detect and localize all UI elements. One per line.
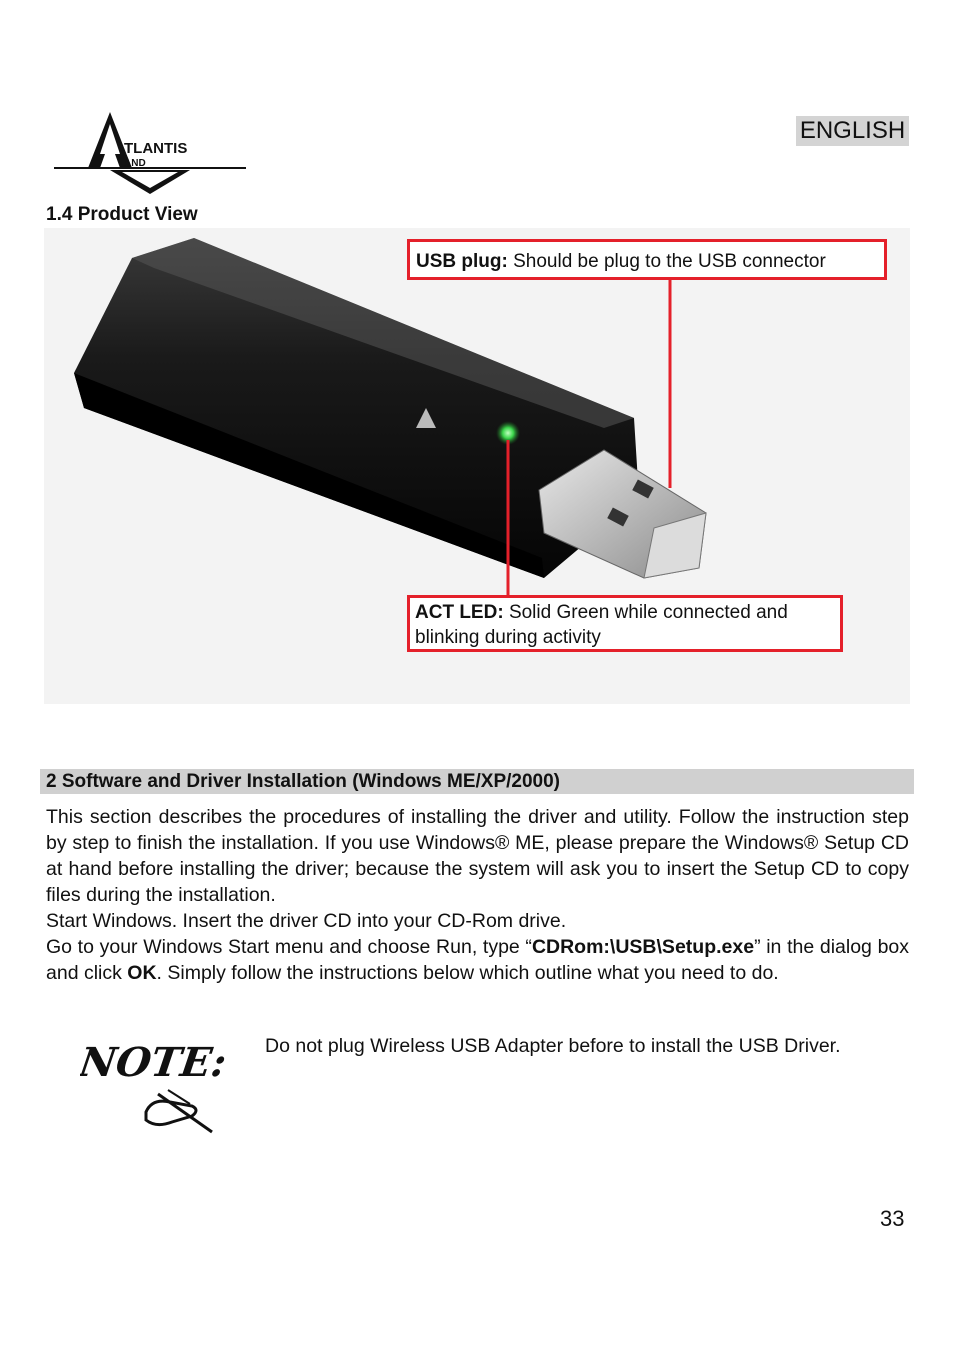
act-led-label: ACT LED: (415, 602, 504, 623)
atlantis-logo (50, 108, 250, 198)
act-led-description: Solid Green while connected and blinking during activity (415, 602, 788, 648)
paragraph-intro: This section describes the procedures of installing the driver and utility. Follow the instruction step by step to finish the installation. If you use Windows® ME, please prepare the Windows® Setup CD at hand before installing the driver; because the system will ask you to insert the Setup CD to copy files during the installation. (46, 806, 909, 906)
act-led-callout (407, 595, 843, 652)
svg-text:NOTE:: NOTE: (80, 1039, 230, 1086)
usb-plug-description: Should be plug to the USB connector (513, 251, 826, 272)
run-text-c: . Simply follow the instructions below which outline what you need to do. (156, 962, 779, 984)
language-label: ENGLISH (796, 116, 909, 146)
page-number: 33 (880, 1206, 905, 1231)
svg-text:AND: AND (124, 158, 146, 169)
setup-path: CDRom:\USB\Setup.exe (531, 936, 755, 958)
section-heading: 1.4 Product View (46, 204, 198, 225)
note-icon (80, 1032, 230, 1140)
installation-heading: 2 Software and Driver Installation (Windows ME/XP/2000) (40, 769, 914, 794)
run-text-a: Go to your Windows Start menu and choose Run, type “ (46, 936, 532, 958)
note-text: Do not plug Wireless USB Adapter before to install the USB Driver. (265, 1035, 841, 1057)
usb-plug-callout (407, 239, 887, 280)
usb-plug-label: USB plug: (416, 251, 508, 272)
run-text-b: ” in the dialog box and click (46, 936, 910, 984)
ok-keyword: OK (127, 962, 157, 984)
paragraph-run-setup (46, 934, 909, 986)
installation-body (46, 804, 909, 986)
product-image (44, 228, 910, 704)
svg-text:TLANTIS: TLANTIS (124, 140, 188, 157)
paragraph-start-windows: Start Windows. Insert the driver CD into your CD-Rom drive. (46, 910, 567, 932)
